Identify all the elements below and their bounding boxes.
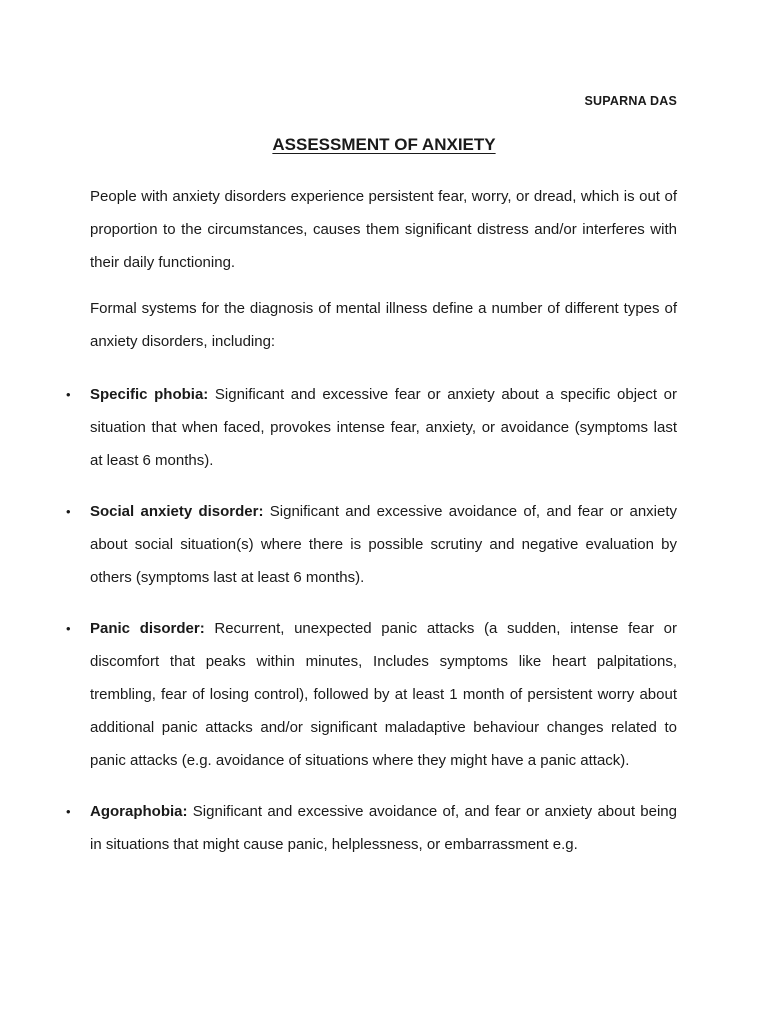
- intro-paragraph: People with anxiety disorders experience persistent fear, worry, or dread, which is out of proportion to the circumstances, causes them significant distress and/or interferes with their daily functioning.: [90, 188, 677, 271]
- disorder-description: Significant and excessive fear or anxiety about a specific object or situation that when faced, provokes intense fear, anxiety, or avoidance (symptoms last at least 6 months).: [90, 386, 677, 469]
- disorder-term: Panic disorder:: [90, 620, 205, 637]
- bullet-icon: •: [66, 804, 71, 819]
- list-item-panic-disorder: [66, 612, 677, 777]
- disorder-description: Recurrent, unexpected panic attacks (a sudden, intense fear or discomfort that peaks within minutes, Includes symptoms like heart palpitations, trembling, fear of losing control), followed by at least 1 month of persistent worry about additional panic attacks and/or significant maladaptive behaviour changes related to panic attacks (e.g. avoidance of situations where they might have a panic attack).: [90, 620, 677, 769]
- bullet-icon: •: [66, 504, 71, 519]
- disorder-term: Agoraphobia:: [90, 803, 188, 820]
- author-name: SUPARNA DAS: [584, 94, 677, 108]
- document-title: ASSESSMENT OF ANXIETY: [272, 135, 496, 154]
- disorder-description: Significant and excessive avoidance of, and fear or anxiety about being in situations that might cause panic, helplessness, or embarrassment e.g.: [90, 803, 677, 853]
- list-item-agoraphobia: [66, 795, 677, 861]
- list-item-social-anxiety: [66, 495, 677, 594]
- types-paragraph: Formal systems for the diagnosis of mental illness define a number of different types of anxiety disorders, including:: [90, 300, 677, 350]
- disorder-list: [0, 378, 768, 879]
- disorder-term: Specific phobia:: [90, 386, 209, 403]
- list-item-specific-phobia: [66, 378, 677, 477]
- bullet-icon: •: [66, 387, 71, 402]
- disorder-term: Social anxiety disorder:: [90, 503, 264, 520]
- bullet-icon: •: [66, 621, 71, 636]
- disorder-description: Significant and excessive avoidance of, and fear or anxiety about social situation(s) where there is possible scrutiny and negative evaluation by others (symptoms last at least 6 months).: [90, 503, 677, 586]
